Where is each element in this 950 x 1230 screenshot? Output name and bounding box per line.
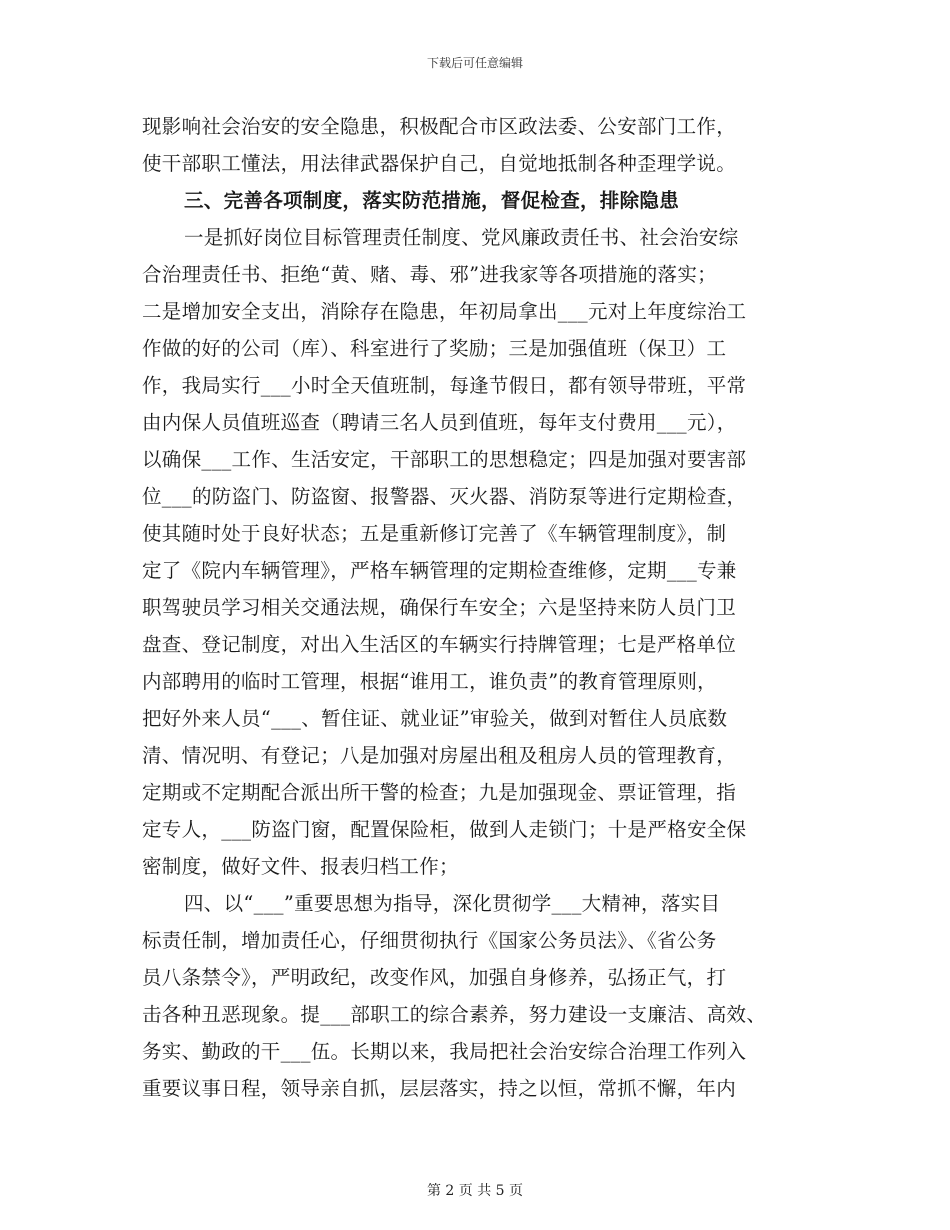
section-heading: 三、完善各项制度，落实防范措施，督促检查，排除隐患 xyxy=(184,189,680,212)
body-line: 作，我局实行___小时全天值班制，每逢节假日，都有领导带班，平常 xyxy=(142,374,747,397)
body-line: 重要议事日程，领导亲自抓，层层落实，持之以恒，常抓不懈，年内 xyxy=(142,1077,737,1100)
section-paragraph-start: 四、以“___”重要思想为指导，深化贯彻学___大精神，落实目 xyxy=(184,892,721,915)
page-header-note: 下载后可任意编辑 xyxy=(426,56,523,70)
body-line: 由内保人员值班巡查（聘请三名人员到值班，每年支付费用___元）， xyxy=(142,411,737,434)
body-line: 标责任制，增加责任心，仔细贯彻执行《国家公务员法》、《省公务 xyxy=(142,929,717,952)
body-line: 盘查、登记制度，对出入生活区的车辆实行持牌管理；七是严格单位 xyxy=(142,633,737,656)
body-line: 位___的防盗门、防盗窗、报警器、灭火器、消防泵等进行定期检查， xyxy=(142,485,747,508)
body-line: 以确保___工作、生活安定，干部职工的思想稳定；四是加强对要害部 xyxy=(142,448,747,471)
body-line: 职驾驶员学习相关交通法规，确保行车安全；六是坚持来防人员门卫 xyxy=(142,596,737,619)
body-line: 使其随时处于良好状态；五是重新修订完善了《车辆管理制度》，制 xyxy=(142,522,727,545)
body-line: 现影响社会治安的安全隐患，积极配合市区政法委、公安部门工作， xyxy=(142,115,737,138)
body-line: 务实、勤政的干___伍。长期以来，我局把社会治安综合治理工作列入 xyxy=(142,1040,747,1063)
body-line: 定期或不定期配合派出所干警的检查；九是加强现金、票证管理，指 xyxy=(142,781,737,804)
body-line: 内部聘用的临时工管理，根据“谁用工，谁负责”的教育管理原则， xyxy=(142,670,717,693)
body-line: 清、情况明、有登记；八是加强对房屋出租及租房人员的管理教育， xyxy=(142,744,737,767)
body-line: 定专人，___防盗门窗，配置保险柜，做到人走锁门；十是严格安全保 xyxy=(142,818,747,841)
body-line: 作做的好的公司（库）、科室进行了奖励；三是加强值班（保卫）工 xyxy=(142,337,727,360)
body-line: 一是抓好岗位目标管理责任制度、党风廉政责任书、社会治安综 xyxy=(184,226,739,249)
body-line: 密制度，做好文件、报表归档工作； xyxy=(142,855,459,878)
body-line: 使干部职工懂法，用法律武器保护自己，自觉地抵制各种歪理学说。 xyxy=(142,152,737,175)
body-line: 二是增加安全支出，消除存在隐患，年初局拿出___元对上年度综治工 xyxy=(142,300,747,323)
page-number: 第 2 页 共 5 页 xyxy=(426,1183,524,1199)
body-line: 击各种丑恶现象。提___部职工的综合素养，努力建设一支廉洁、高效、 xyxy=(142,1003,767,1026)
body-line: 定了《院内车辆管理》，严格车辆管理的定期检查维修，定期___专兼 xyxy=(142,559,737,582)
body-line: 合治理责任书、拒绝“黄、赌、毒、邪”进我家等各项措施的落实； xyxy=(142,263,717,286)
document-body xyxy=(142,108,810,1107)
body-line: 员八条禁令》，严明政纪，改变作风，加强自身修养，弘扬正气，打 xyxy=(142,966,727,989)
body-line: 把好外来人员“___、暂住证、就业证”审验关，做到对暂住人员底数 xyxy=(142,707,728,730)
